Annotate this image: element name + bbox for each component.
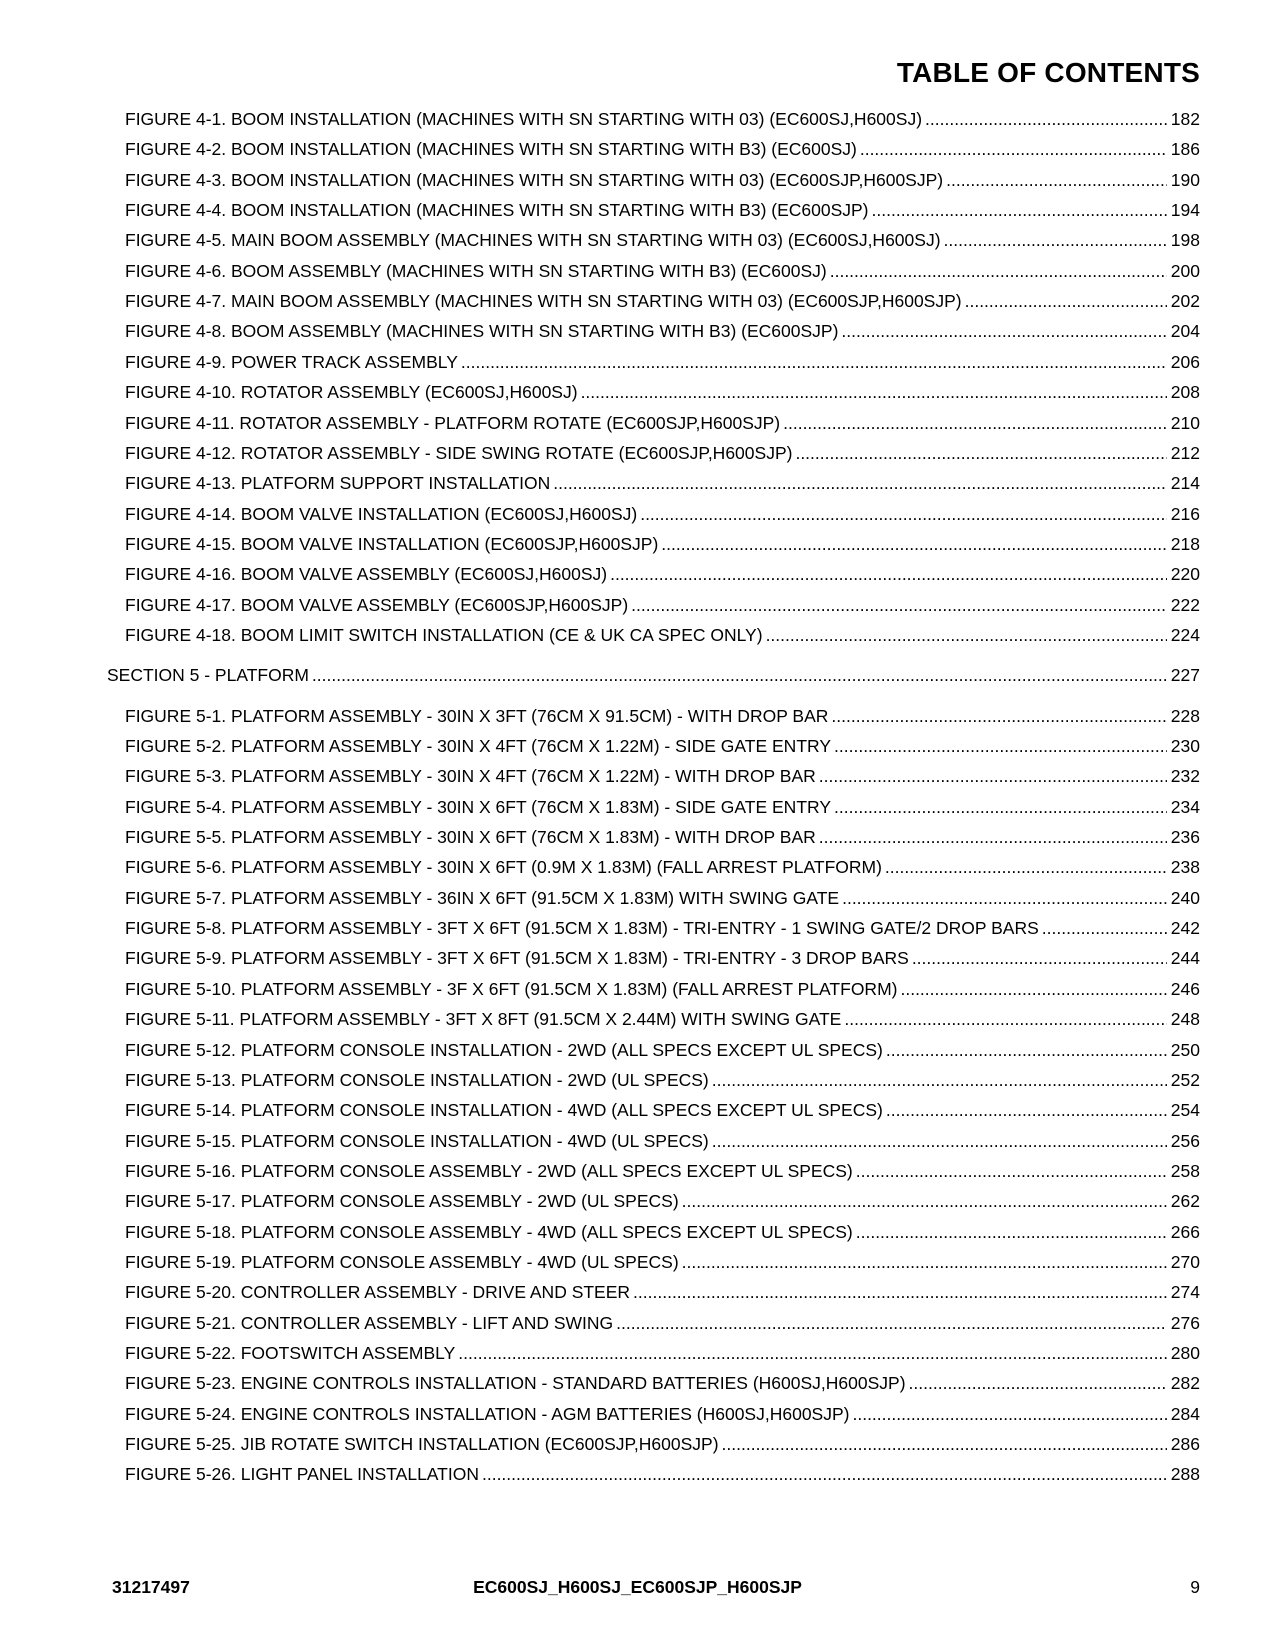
toc-entry-label: FIGURE 5-2. PLATFORM ASSEMBLY - 30IN X 4FT (76CM X 1.22M) - SIDE GATE ENTRY: [125, 736, 832, 756]
toc-entry-label: FIGURE 4-15. BOOM VALVE INSTALLATION (EC600SJP,H600SJP): [125, 533, 659, 554]
toc-entry-label: FIGURE 4-5. MAIN BOOM ASSEMBLY (MACHINES WITH SN STARTING WITH 03) (EC600SJ,H600SJ): [125, 230, 941, 251]
toc-entry-label: FIGURE 5-19. PLATFORM CONSOLE ASSEMBLY - 4WD (UL SPECS): [125, 1251, 679, 1272]
toc-entry-page: 202: [1170, 291, 1200, 312]
toc-leader-dots: [766, 624, 1167, 646]
toc-entry-page: 238: [1170, 857, 1200, 878]
toc-leader-dots: [912, 947, 1167, 969]
toc-figure-entry[interactable]: [125, 765, 1200, 787]
toc-leader-dots: [886, 1099, 1167, 1121]
toc-leader-dots: [458, 1342, 1167, 1364]
toc-figure-entry[interactable]: [125, 351, 1200, 373]
toc-figure-entry[interactable]: [125, 169, 1200, 191]
toc-leader-dots: [312, 664, 1167, 686]
toc-entry-page: 254: [1170, 1100, 1200, 1121]
toc-entry-page: 224: [1170, 624, 1200, 645]
toc-entry-page: 246: [1170, 978, 1200, 999]
toc-figure-entry[interactable]: [125, 826, 1200, 848]
toc-entry-label: FIGURE 4-4. BOOM INSTALLATION (MACHINES WITH SN STARTING WITH B3) (EC600SJP): [125, 200, 869, 221]
toc-figure-entry[interactable]: [125, 1251, 1200, 1273]
toc-figure-entry[interactable]: [125, 594, 1200, 616]
toc-entry-label: FIGURE 4-10. ROTATOR ASSEMBLY (EC600SJ,H600SJ): [125, 382, 578, 403]
toc-entry-page: 262: [1170, 1191, 1200, 1212]
toc-entry-label: FIGURE 4-2. BOOM INSTALLATION (MACHINES WITH SN STARTING WITH B3) (EC600SJ): [125, 139, 857, 160]
toc-figure-entry[interactable]: [125, 1099, 1200, 1121]
toc-entry-page: 186: [1170, 139, 1200, 160]
toc-entry-label: FIGURE 5-5. PLATFORM ASSEMBLY - 30IN X 6FT (76CM X 1.83M) - WITH DROP BAR: [125, 827, 816, 848]
toc-figure-entry[interactable]: [125, 199, 1200, 221]
toc-entry-label: FIGURE 4-9. POWER TRACK ASSEMBLY: [125, 351, 458, 372]
toc-leader-dots: [900, 978, 1166, 1000]
toc-entry-page: 250: [1170, 1039, 1200, 1060]
toc-leader-dots: [712, 1130, 1167, 1152]
toc-entry-page: 222: [1170, 594, 1200, 615]
toc-leader-dots: [581, 381, 1167, 403]
toc-figure-entry[interactable]: [125, 735, 1200, 757]
toc-leader-dots: [682, 1251, 1167, 1273]
toc-entry-label: FIGURE 5-3. PLATFORM ASSEMBLY - 30IN X 4FT (76CM X 1.22M) - WITH DROP BAR: [125, 766, 816, 787]
toc-leader-dots: [1042, 917, 1167, 939]
toc-entry-page: 248: [1170, 1009, 1200, 1030]
toc-figure-entry[interactable]: [125, 1342, 1200, 1364]
toc-entry-page: 212: [1170, 442, 1200, 463]
toc-figure-entry[interactable]: [125, 1160, 1200, 1182]
toc-leader-dots: [834, 796, 1167, 818]
toc-leader-dots: [631, 594, 1167, 616]
toc-entry-label: FIGURE 5-26. LIGHT PANEL INSTALLATION: [125, 1464, 479, 1485]
toc-figure-entry[interactable]: [125, 1433, 1200, 1455]
toc-entry-page: 230: [1170, 736, 1200, 756]
toc-entry-page: 266: [1170, 1221, 1200, 1242]
toc-figure-entry[interactable]: [125, 1403, 1200, 1425]
toc-figure-entry[interactable]: [125, 917, 1200, 939]
toc-leader-dots: [830, 260, 1167, 282]
toc-section-entry[interactable]: [107, 664, 1200, 686]
toc-entry-page: 218: [1170, 533, 1200, 554]
toc-entry-label: FIGURE 5-24. ENGINE CONTROLS INSTALLATION - AGM BATTERIES (H600SJ,H600SJP): [125, 1403, 850, 1424]
toc-figure-entry[interactable]: [125, 442, 1200, 464]
toc-entry-page: 204: [1170, 321, 1200, 342]
toc-leader-dots: [831, 705, 1166, 727]
toc-leader-dots: [856, 1160, 1167, 1182]
toc-leader-dots: [682, 1190, 1167, 1212]
toc-entry-label: FIGURE 4-8. BOOM ASSEMBLY (MACHINES WITH SN STARTING WITH B3) (EC600SJP): [125, 321, 839, 342]
footer-models: EC600SJ_H600SJ_EC600SJP_H600SJP: [473, 1577, 802, 1597]
toc-figure-entry[interactable]: [125, 533, 1200, 555]
toc-entry-label: FIGURE 4-13. PLATFORM SUPPORT INSTALLATION: [125, 473, 551, 494]
toc-figure-entry[interactable]: [125, 1221, 1200, 1243]
toc-entry-page: 232: [1170, 766, 1200, 787]
toc-leader-dots: [885, 856, 1167, 878]
toc-leader-dots: [482, 1463, 1167, 1485]
toc-leader-dots: [841, 320, 1166, 342]
toc-entry-page: 244: [1170, 948, 1200, 969]
toc-entry-page: 216: [1170, 503, 1200, 524]
toc-entry-page: 242: [1170, 918, 1200, 939]
toc-entry-page: 270: [1170, 1251, 1200, 1272]
toc-figure-entry[interactable]: [125, 1008, 1200, 1030]
toc-entry-label: FIGURE 5-4. PLATFORM ASSEMBLY - 30IN X 6FT (76CM X 1.83M) - SIDE GATE ENTRY: [125, 796, 832, 817]
toc-leader-dots: [909, 1372, 1167, 1394]
toc-entry-label: FIGURE 5-11. PLATFORM ASSEMBLY - 3FT X 8FT (91.5CM X 2.44M) WITH SWING GATE: [125, 1009, 842, 1030]
toc-leader-dots: [640, 503, 1167, 525]
toc-entry-label: FIGURE 5-1. PLATFORM ASSEMBLY - 30IN X 3FT (76CM X 91.5CM) - WITH DROP BAR: [125, 705, 829, 726]
toc-entry-page: 228: [1170, 705, 1200, 726]
footer-doc-number: 31217497: [112, 1577, 190, 1597]
toc-entry-label: FIGURE 4-12. ROTATOR ASSEMBLY - SIDE SWING ROTATE (EC600SJP,H600SJP): [125, 442, 793, 463]
toc-entry-page: 256: [1170, 1130, 1200, 1151]
toc-figure-entry[interactable]: [125, 796, 1200, 818]
toc-figure-entry[interactable]: [125, 320, 1200, 342]
toc-entry-page: 190: [1170, 169, 1200, 190]
toc-entry-page: 280: [1170, 1343, 1200, 1363]
toc-leader-dots: [795, 442, 1166, 464]
toc-leader-dots: [965, 290, 1167, 312]
toc-figure-entry[interactable]: [125, 260, 1200, 282]
toc-leader-dots: [661, 533, 1167, 555]
toc-figure-entry[interactable]: [125, 1190, 1200, 1212]
toc-leader-dots: [834, 735, 1167, 757]
toc-figure-entry[interactable]: [125, 1069, 1200, 1091]
toc-entry-page: 210: [1170, 412, 1200, 433]
toc-entry-label: FIGURE 5-25. JIB ROTATE SWITCH INSTALLATION (EC600SJP,H600SJP): [125, 1434, 719, 1455]
toc-entry-label: FIGURE 5-16. PLATFORM CONSOLE ASSEMBLY - 2WD (ALL SPECS EXCEPT UL SPECS): [125, 1160, 853, 1181]
toc-leader-dots: [783, 412, 1167, 434]
toc-figure-entry[interactable]: [125, 108, 1200, 130]
toc-figure-entry[interactable]: [125, 1372, 1200, 1394]
toc-entry-label: FIGURE 5-10. PLATFORM ASSEMBLY - 3F X 6FT (91.5CM X 1.83M) (FALL ARREST PLATFORM): [125, 978, 898, 999]
toc-entry-label: FIGURE 5-12. PLATFORM CONSOLE INSTALLATION - 2WD (ALL SPECS EXCEPT UL SPECS): [125, 1039, 883, 1060]
toc-figure-entry[interactable]: [125, 887, 1200, 909]
toc-leader-dots: [842, 887, 1167, 909]
toc-leader-dots: [872, 199, 1167, 221]
toc-entry-page: 200: [1170, 260, 1200, 281]
toc-entry-page: 220: [1170, 564, 1200, 585]
toc-figure-entry[interactable]: [125, 229, 1200, 251]
toc-entry-page: 198: [1170, 230, 1200, 251]
toc-figure-entry[interactable]: [125, 856, 1200, 878]
toc-entry-page: 236: [1170, 827, 1200, 848]
toc-entry-page: 234: [1170, 796, 1200, 817]
toc-entry-label: FIGURE 5-9. PLATFORM ASSEMBLY - 3FT X 6FT (91.5CM X 1.83M) - TRI-ENTRY - 3 DROP BARS: [125, 948, 909, 969]
toc-entry-label: FIGURE 4-6. BOOM ASSEMBLY (MACHINES WITH SN STARTING WITH B3) (EC600SJ): [125, 260, 827, 281]
toc-entry-label: FIGURE 5-8. PLATFORM ASSEMBLY - 3FT X 6FT (91.5CM X 1.83M) - TRI-ENTRY - 1 SWING GATE/2 DROP BARS: [125, 918, 1039, 939]
toc-entry-label: FIGURE 5-14. PLATFORM CONSOLE INSTALLATION - 4WD (ALL SPECS EXCEPT UL SPECS): [125, 1100, 883, 1121]
toc-figure-entry[interactable]: [125, 705, 1200, 727]
toc-entry-page: 276: [1170, 1312, 1200, 1333]
toc-leader-dots: [633, 1281, 1167, 1303]
toc-leader-dots: [852, 1403, 1166, 1425]
toc-entry-label: FIGURE 5-17. PLATFORM CONSOLE ASSEMBLY - 2WD (UL SPECS): [125, 1191, 679, 1212]
toc-entry-label: FIGURE 5-15. PLATFORM CONSOLE INSTALLATION - 4WD (UL SPECS): [125, 1130, 709, 1151]
toc-entry-page: 194: [1170, 200, 1200, 221]
toc-figure-entry[interactable]: [125, 381, 1200, 403]
toc-entry-label: FIGURE 4-1. BOOM INSTALLATION (MACHINES WITH SN STARTING WITH 03) (EC600SJ,H600SJ): [125, 109, 923, 129]
toc-figure-entry[interactable]: [125, 624, 1200, 646]
toc-leader-dots: [860, 138, 1167, 160]
toc-entry-label: FIGURE 4-3. BOOM INSTALLATION (MACHINES WITH SN STARTING WITH 03) (EC600SJP,H600SJP): [125, 169, 944, 190]
toc-figure-entry[interactable]: [125, 472, 1200, 494]
toc-leader-dots: [722, 1433, 1167, 1455]
toc-entry-page: 182: [1170, 109, 1200, 129]
toc-leader-dots: [925, 108, 1167, 130]
toc-figure-entry[interactable]: [125, 563, 1200, 585]
toc-figure-entry[interactable]: [125, 1463, 1200, 1485]
toc-entry-label: FIGURE 5-6. PLATFORM ASSEMBLY - 30IN X 6FT (0.9M X 1.83M) (FALL ARREST PLATFORM): [125, 857, 882, 878]
toc-leader-dots: [616, 1312, 1167, 1334]
toc-figure-entry[interactable]: [125, 290, 1200, 312]
toc-entry-label: FIGURE 5-18. PLATFORM CONSOLE ASSEMBLY - 4WD (ALL SPECS EXCEPT UL SPECS): [125, 1221, 853, 1242]
toc-entry-label: FIGURE 5-22. FOOTSWITCH ASSEMBLY: [125, 1343, 456, 1363]
toc-entry-label: FIGURE 4-14. BOOM VALVE INSTALLATION (EC600SJ,H600SJ): [125, 503, 638, 524]
toc-figure-entry[interactable]: [125, 947, 1200, 969]
toc-entry-page: 214: [1170, 473, 1200, 494]
toc-leader-dots: [944, 229, 1167, 251]
toc-leader-dots: [844, 1008, 1166, 1030]
toc-leader-dots: [819, 765, 1167, 787]
toc-entry-label: FIGURE 5-20. CONTROLLER ASSEMBLY - DRIVE AND STEER: [125, 1282, 631, 1303]
toc-entry-page: 282: [1170, 1373, 1200, 1394]
footer-page-number: 9: [1190, 1577, 1200, 1597]
toc-entry-page: 240: [1170, 887, 1200, 908]
toc-entry-label: FIGURE 5-23. ENGINE CONTROLS INSTALLATION - STANDARD BATTERIES (H600SJ,H600SJP): [125, 1373, 906, 1394]
toc-entry-page: 206: [1170, 351, 1200, 372]
toc-entry-page: 274: [1170, 1282, 1200, 1303]
toc-figure-entry[interactable]: [125, 1312, 1200, 1334]
toc-entry-page: 252: [1170, 1069, 1200, 1090]
toc-leader-dots: [712, 1069, 1167, 1091]
toc-leader-dots: [461, 351, 1167, 373]
toc-entry-label: FIGURE 5-7. PLATFORM ASSEMBLY - 36IN X 6FT (91.5CM X 1.83M) WITH SWING GATE: [125, 887, 840, 908]
toc-entry-page: 286: [1170, 1434, 1200, 1455]
toc-entry-label: FIGURE 4-18. BOOM LIMIT SWITCH INSTALLATION (CE & UK CA SPEC ONLY): [125, 624, 763, 645]
toc-entry-label: FIGURE 4-16. BOOM VALVE ASSEMBLY (EC600SJ,H600SJ): [125, 564, 608, 585]
toc-entry-label: SECTION 5 - PLATFORM: [107, 665, 309, 686]
page-title: TABLE OF CONTENTS: [896, 57, 1200, 88]
toc-figure-entry[interactable]: [125, 1130, 1200, 1152]
toc-entry-page: 284: [1170, 1403, 1200, 1424]
toc-leader-dots: [819, 826, 1167, 848]
toc-entry-page: 288: [1170, 1464, 1200, 1485]
toc-leader-dots: [610, 563, 1167, 585]
toc-entry-page: 258: [1170, 1160, 1200, 1181]
toc-figure-entry[interactable]: [125, 138, 1200, 160]
toc-entry-label: FIGURE 5-21. CONTROLLER ASSEMBLY - LIFT AND SWING: [125, 1312, 614, 1333]
toc-leader-dots: [553, 472, 1167, 494]
toc-entry-label: FIGURE 5-13. PLATFORM CONSOLE INSTALLATION - 2WD (UL SPECS): [125, 1069, 709, 1090]
toc-leader-dots: [886, 1039, 1167, 1061]
toc-entry-page: 227: [1170, 665, 1200, 686]
toc-entry-label: FIGURE 4-17. BOOM VALVE ASSEMBLY (EC600SJP,H600SJP): [125, 594, 629, 615]
toc-figure-entry[interactable]: [125, 503, 1200, 525]
toc-leader-dots: [856, 1221, 1167, 1243]
toc-entry-page: 208: [1170, 382, 1200, 403]
toc-figure-entry[interactable]: [125, 978, 1200, 1000]
toc-figure-entry[interactable]: [125, 412, 1200, 434]
toc-leader-dots: [946, 169, 1167, 191]
toc-figure-entry[interactable]: [125, 1281, 1200, 1303]
toc-figure-entry[interactable]: [125, 1039, 1200, 1061]
toc-entry-label: FIGURE 4-7. MAIN BOOM ASSEMBLY (MACHINES WITH SN STARTING WITH 03) (EC600SJP,H600SJP): [125, 291, 962, 312]
toc-entry-label: FIGURE 4-11. ROTATOR ASSEMBLY - PLATFORM ROTATE (EC600SJP,H600SJP): [125, 412, 781, 433]
